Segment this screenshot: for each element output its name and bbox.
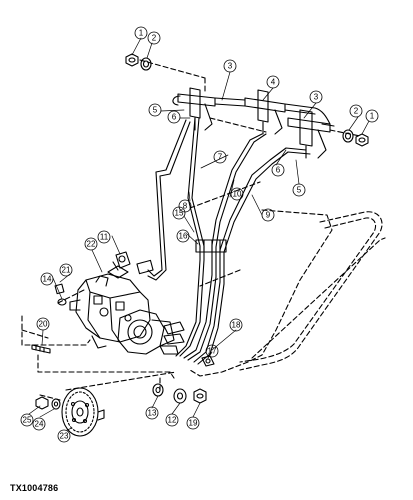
pump-drive-gear (62, 388, 104, 436)
callout-5: 5 (296, 185, 302, 195)
callout-21: 21 (61, 265, 71, 275)
injection-pump (70, 266, 184, 354)
callout-2: 2 (353, 106, 359, 116)
pump-stud (32, 345, 50, 353)
nut-19 (194, 389, 206, 403)
return-hose (240, 212, 382, 370)
callout-10: 10 (232, 189, 242, 199)
callout-18: 18 (231, 320, 241, 330)
callout-1: 1 (138, 28, 144, 38)
callout-20: 20 (38, 319, 48, 329)
callout-3: 3 (313, 92, 319, 102)
fitting-line-8 (137, 260, 153, 273)
injection-nozzle-center (245, 90, 285, 134)
alignment-lines (22, 60, 385, 400)
callout-1: 1 (369, 111, 375, 121)
washer-12 (174, 389, 186, 403)
fuel-injection-lines (148, 118, 310, 364)
callout-13: 13 (147, 408, 157, 418)
callout-11: 11 (99, 232, 109, 242)
callout-22: 22 (86, 239, 96, 249)
callout-24: 24 (34, 419, 44, 429)
callout-7: 7 (217, 152, 223, 162)
callout-5: 5 (152, 105, 158, 115)
callout-9: 9 (265, 210, 271, 220)
callout-12: 12 (167, 415, 177, 425)
callout-3: 3 (227, 61, 233, 71)
nut-1-left (126, 54, 138, 66)
callout-23: 23 (59, 431, 69, 441)
figure-id: TX1004786 (10, 483, 59, 493)
callout-19: 19 (188, 418, 198, 428)
injection-nozzle-right (288, 110, 334, 158)
callout-circles (21, 27, 378, 442)
washer-2-right (343, 130, 353, 142)
callout-2: 2 (151, 33, 157, 43)
callout-4: 4 (270, 77, 276, 87)
callout-15: 15 (174, 208, 184, 218)
callout-6: 6 (275, 165, 281, 175)
callout-17: 17 (207, 346, 217, 356)
callout-25: 25 (22, 415, 32, 425)
washer-13 (153, 384, 163, 396)
callout-8: 8 (182, 201, 188, 211)
nut-1-right (356, 134, 368, 146)
washer-24 (52, 399, 60, 409)
callout-16: 16 (178, 231, 188, 241)
callout-6: 6 (171, 112, 177, 122)
washer-2-left (141, 58, 151, 70)
callout-14: 14 (42, 274, 52, 284)
